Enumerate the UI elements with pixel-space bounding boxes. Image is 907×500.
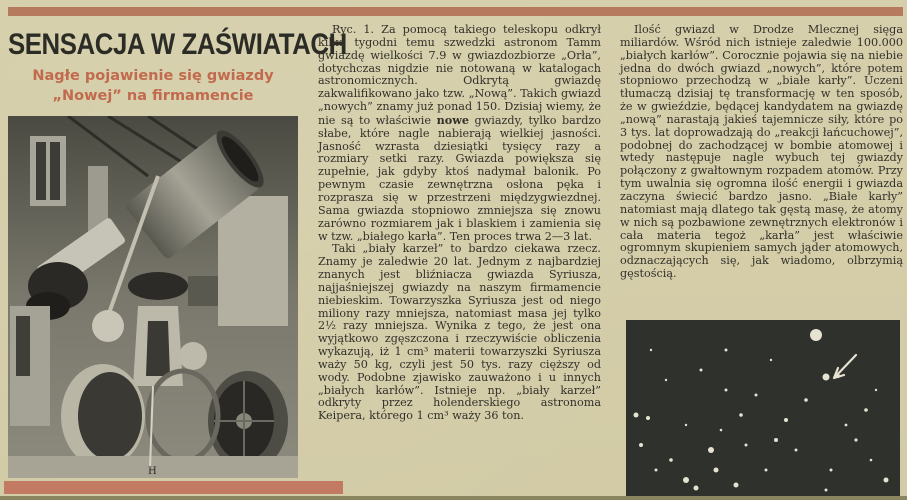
telescope-photo bbox=[8, 116, 298, 478]
paragraph: Taki „biały karzeł” to bardzo ciekawa rzecz. Znamy je zaledwie 20 lat. Jednym z najbardziej znanych jest bliźniacza gwiazda Syriusza, najjaśniejszej gwiazdy na naszym firmamencie niebieskim. Towarzyszka Syriusza jest od niego miliony razy mniejsza, natomiast masa jej tylko 2½ razy mniejsza. Wynika z tego, że jest ona wyjątkowo zgęszczona i rzeczywiście obliczenia wykazują, iż 1 cm³ materii towarzyszki Syriusza waży 50 kg, czyli jest 50 tys. razy cięższy od wody. Podobne zjawisko zauważono i u innych „białych karłów”. Istnieje np. „biały karzeł” odkryty przez holenderskiego astronoma Keipera, którego 1 cm³ waży 36 ton. bbox=[318, 242, 601, 423]
subhead-line-1: Nagłe pojawienie się gwiazdy bbox=[32, 68, 274, 84]
emphasis-nowe: nowe bbox=[436, 112, 469, 127]
photo-signature: H bbox=[148, 466, 157, 477]
paragraph-text: gwiazdy, tylko bardzo słabe, które nagle nabierają wielkiej jasności. Jasność wzrasta dziesiątki tysięcy razy a rozmiary setki razy. Gwiazda powiększa się zupełnie, jak gdyby ktoś nadymał balonik. Po pewnym czasie zewnętrzna osłona pęka i rozprasza się w przestrzeni międzygwiezdnej. Sama gwiazda stopniowo zmniejsza się znowu zarówno rozmiarem jak i blaskiem i zamienia się w tzw. „białego karła”. Ten proces trwa 2—3 lat. bbox=[318, 113, 601, 243]
paragraph-text: Ryc. 1. Za pomocą takiego teleskopu odkrył kilka tygodni temu szwedzki astronom Tamm gwiazdę wielkości 7.9 w gwiazdozbiorze „Orła”, dotychczas nigdzie nie notowaną w katalogach astronomicznych. Odkrytą gwiazdę zakwalifikowano jako tzw. „Nową”. Takich gwiazd „nowych” znamy już ponad 150. Dzisiaj wiemy, że nie są to właściwie bbox=[318, 23, 601, 127]
star-field-photo bbox=[626, 320, 900, 496]
subhead-line-2: „Nowej” na firmamencie bbox=[52, 88, 254, 104]
telescope-illustration-icon bbox=[8, 116, 298, 478]
article-column-right bbox=[620, 24, 903, 281]
article-column-middle bbox=[318, 24, 601, 423]
star-field-illustration-icon bbox=[626, 320, 900, 496]
page-bottom-edge bbox=[0, 496, 907, 500]
article-headline: SENSACJA W ZAŚWIATACH bbox=[8, 28, 347, 61]
paragraph: Ilość gwiazd w Drodze Mlecznej sięga miliardów. Wśród nich istnieje zaledwie 100.000 „białych karłów”. Corocznie pojawia się na niebie jedna do dwóch gwiazd „nowych”, które potem stopniowo przechodzą w „białe karły”. Uczeni tłumaczą dzisiaj tę transformację w ten sposób, że w gwieździe, będącej kandydatem na gwiazdę „nową” narastają jakieś tajemnicze siły, które po 3 tys. lat doprowadzają do „reakcji łańcuchowej”, podobnej do zachodzącej w bombie atomowej i wtedy następuje nagle wybuch tej gwiazdy połączony z gwałtownym rozpadem atomów. Przy tym uwalnia się ogromna ilość energii i gwiazda zaczyna świecić bardzo jasno. „Białe karły” natomiast mają dlatego tak gęstą masę, że atomy w nich są pozbawione zewnętrznych elektronów i cała materia tegoż „karła” jest właściwie ogromnym skupieniem samych jąder atomowych, odznaczających się, jak wiadomo, olbrzymią gęstością. bbox=[620, 23, 903, 281]
paragraph bbox=[318, 24, 601, 243]
article-subhead bbox=[8, 66, 298, 106]
top-accent-rule bbox=[8, 7, 903, 16]
bottom-accent-rule bbox=[4, 481, 343, 494]
